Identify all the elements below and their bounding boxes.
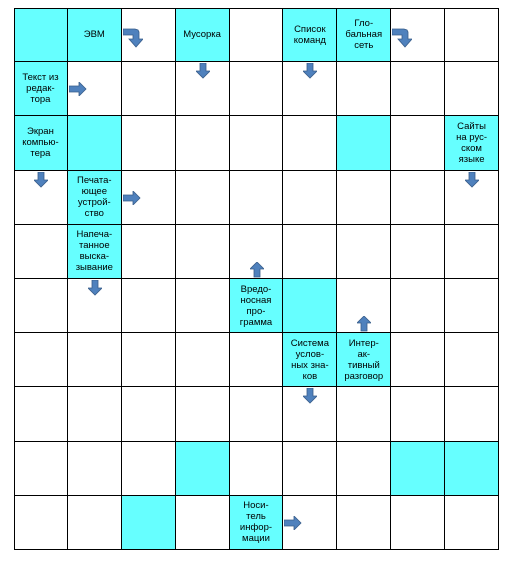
arrow-right-icon <box>69 82 87 96</box>
arrow-down-icon <box>34 172 48 188</box>
answer-cell <box>337 442 391 496</box>
answer-cell <box>445 225 499 279</box>
answer-cell <box>337 62 391 116</box>
clue-cell <box>14 62 68 116</box>
answer-cell <box>14 387 68 441</box>
clue-text: Список команд <box>293 23 326 46</box>
answer-cell <box>391 333 445 387</box>
answer-cell <box>391 387 445 441</box>
clue-text: Гло- бальная сеть <box>345 18 383 52</box>
clue-cell <box>68 171 122 225</box>
clue-text: Носи- тель инфор- мации <box>239 500 273 545</box>
shaded-cell <box>283 279 337 333</box>
answer-cell <box>14 225 68 279</box>
answer-cell <box>337 496 391 550</box>
answer-cell <box>176 333 230 387</box>
answer-cell <box>283 171 337 225</box>
answer-cell <box>445 387 499 441</box>
answer-cell <box>230 62 284 116</box>
shaded-cell <box>391 442 445 496</box>
clue-cell <box>337 8 391 62</box>
shaded-cell <box>445 442 499 496</box>
arrow-right-down-icon <box>123 26 143 48</box>
answer-cell <box>14 333 68 387</box>
answer-cell <box>68 442 122 496</box>
answer-cell <box>176 171 230 225</box>
clue-text: Сайты на рус- ском языке <box>456 120 487 165</box>
shaded-cell <box>337 116 391 170</box>
answer-cell <box>391 496 445 550</box>
answer-cell <box>68 496 122 550</box>
clue-cell <box>283 333 337 387</box>
answer-cell <box>14 279 68 333</box>
clue-cell <box>68 225 122 279</box>
answer-cell <box>14 442 68 496</box>
answer-cell <box>68 387 122 441</box>
answer-cell <box>391 225 445 279</box>
clue-text: Мусорка <box>183 29 221 41</box>
arrow-up-icon <box>250 262 264 278</box>
answer-cell <box>176 116 230 170</box>
answer-cell <box>122 225 176 279</box>
answer-cell <box>230 442 284 496</box>
answer-cell <box>122 333 176 387</box>
clue-text: Интер- ак- тивный разговор <box>344 337 384 382</box>
clue-cell <box>337 333 391 387</box>
answer-cell <box>337 387 391 441</box>
shaded-cell <box>68 116 122 170</box>
clue-text: Экран компью- тера <box>22 126 59 160</box>
answer-cell <box>122 62 176 116</box>
answer-cell <box>176 279 230 333</box>
answer-cell <box>122 442 176 496</box>
answer-cell <box>14 496 68 550</box>
answer-cell <box>230 8 284 62</box>
answer-cell <box>176 225 230 279</box>
answer-cell <box>337 171 391 225</box>
answer-cell <box>230 387 284 441</box>
answer-cell <box>445 279 499 333</box>
shaded-cell <box>176 442 230 496</box>
clue-cell <box>445 116 499 170</box>
clue-text: Печата- ющее устрой- ство <box>77 175 112 220</box>
clue-cell <box>230 279 284 333</box>
clue-cell <box>68 8 122 62</box>
clue-text: Текст из редак- тора <box>22 72 59 106</box>
answer-cell <box>445 62 499 116</box>
clue-cell <box>176 8 230 62</box>
clue-cell <box>283 8 337 62</box>
shaded-cell <box>14 8 68 62</box>
clue-text: Вредо- носная про- грамма <box>239 283 273 328</box>
arrow-right-icon <box>123 191 141 205</box>
answer-cell <box>122 116 176 170</box>
answer-cell <box>445 8 499 62</box>
answer-cell <box>230 116 284 170</box>
arrow-right-down-icon <box>392 26 412 48</box>
answer-cell <box>283 225 337 279</box>
answer-cell <box>391 116 445 170</box>
arrow-down-icon <box>196 63 210 79</box>
arrow-down-icon <box>303 63 317 79</box>
answer-cell <box>391 279 445 333</box>
crossword-grid <box>14 8 499 550</box>
answer-cell <box>283 442 337 496</box>
clue-cell <box>14 116 68 170</box>
answer-cell <box>176 496 230 550</box>
answer-cell <box>122 279 176 333</box>
answer-cell <box>230 333 284 387</box>
clue-text: ЭВМ <box>83 29 105 41</box>
shaded-cell <box>122 496 176 550</box>
arrow-right-icon <box>284 516 302 530</box>
clue-text: Система услов- ных зна- ков <box>290 337 329 382</box>
answer-cell <box>283 116 337 170</box>
answer-cell <box>391 62 445 116</box>
answer-cell <box>391 171 445 225</box>
arrow-down-icon <box>88 280 102 296</box>
arrow-up-icon <box>357 316 371 332</box>
clue-text: Напеча- танное выска- зывание <box>75 229 113 274</box>
answer-cell <box>445 333 499 387</box>
clue-cell <box>230 496 284 550</box>
answer-cell <box>337 225 391 279</box>
answer-cell <box>230 171 284 225</box>
arrow-down-icon <box>465 172 479 188</box>
arrow-down-icon <box>303 388 317 404</box>
answer-cell <box>176 387 230 441</box>
answer-cell <box>68 333 122 387</box>
answer-cell <box>122 387 176 441</box>
answer-cell <box>445 496 499 550</box>
